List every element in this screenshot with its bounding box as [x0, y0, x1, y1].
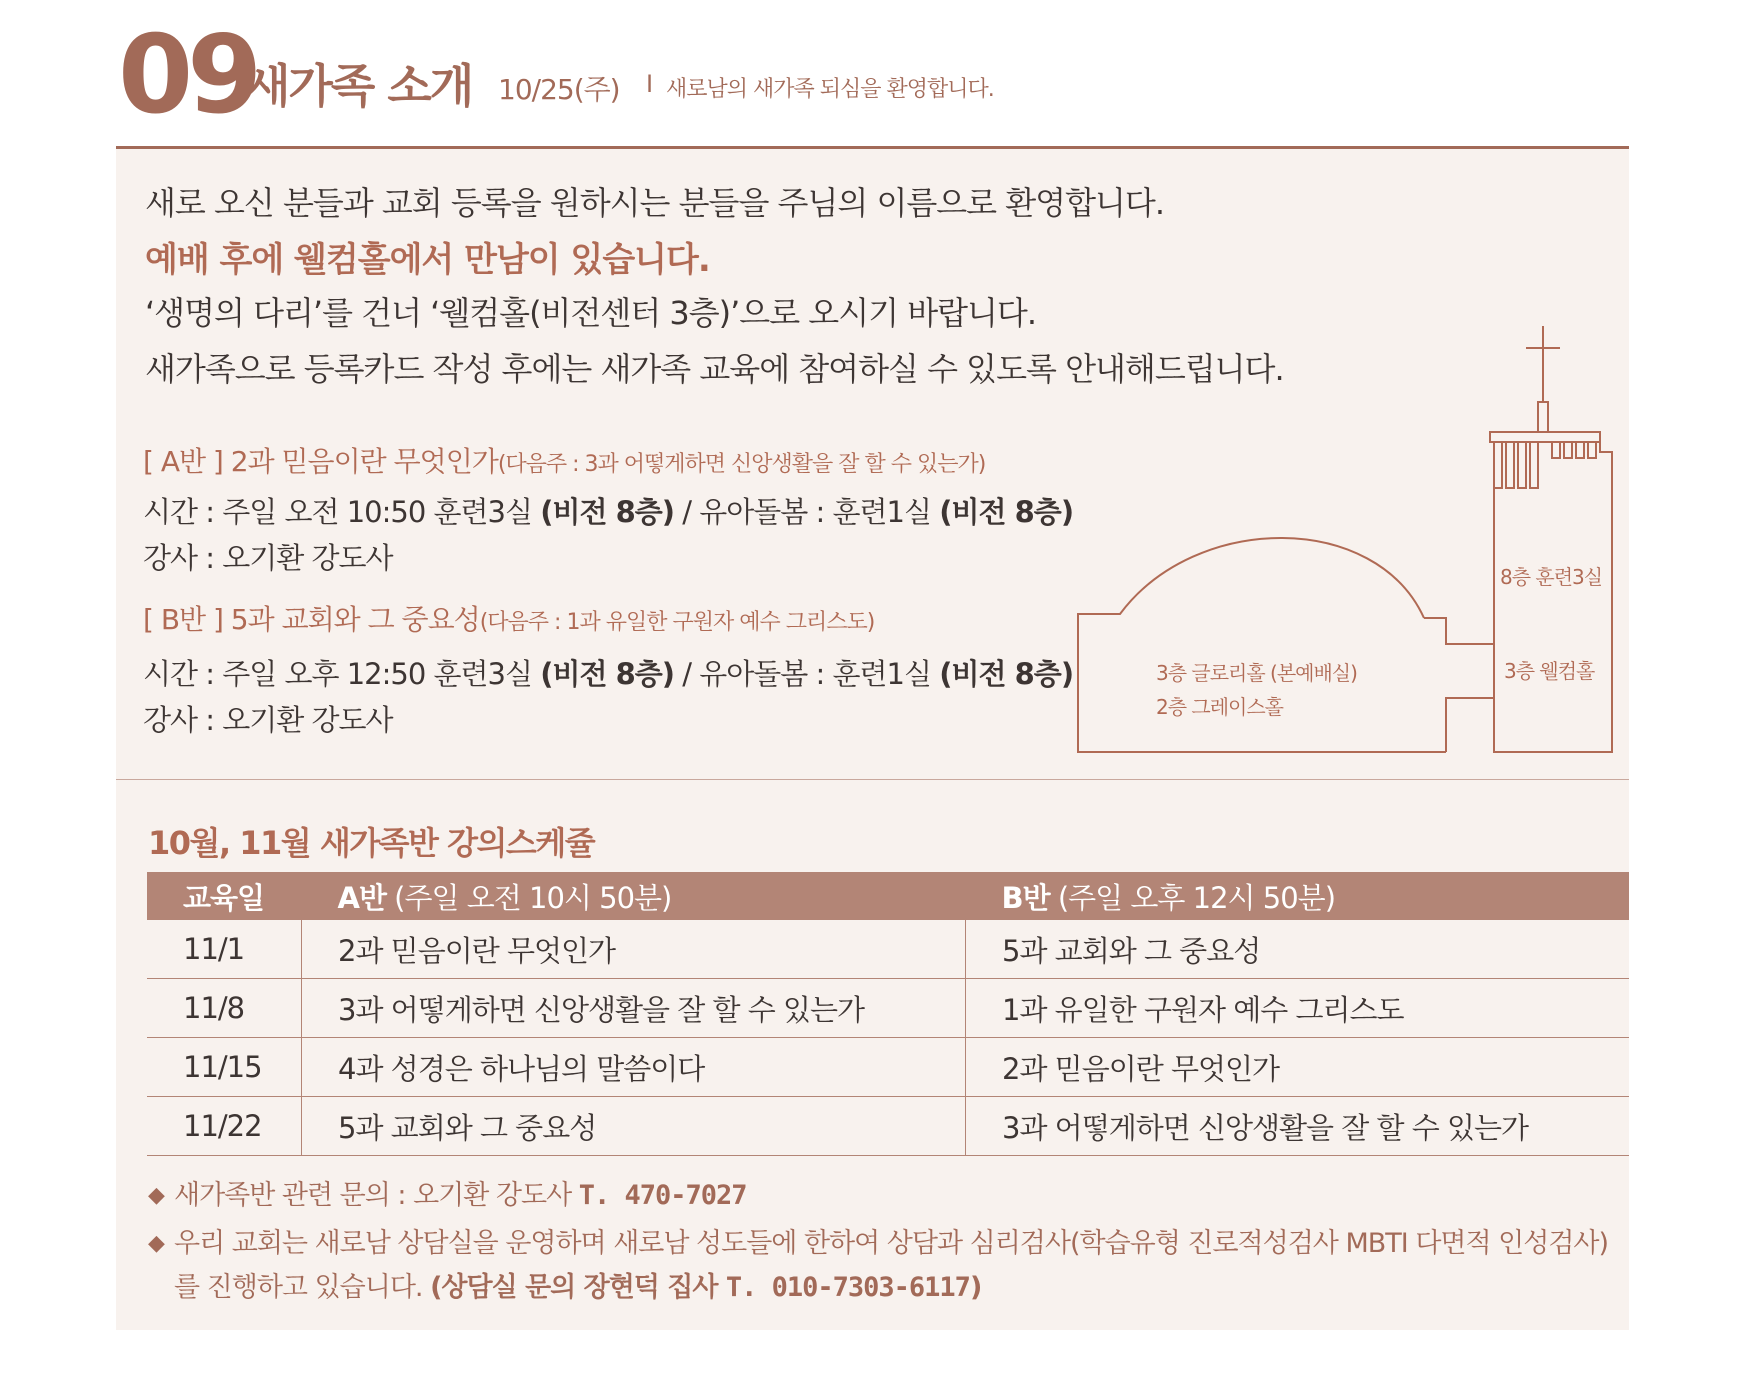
section-date: 10/25(주) [498, 73, 620, 106]
header-class-b [966, 872, 1630, 920]
class-a-title-text: [ A반 ] 2과 믿음이란 무엇인가 [143, 445, 498, 478]
class-a-care-text: / 유아돌봄 : 훈련1실 [674, 495, 940, 529]
cell-class-a: 4과 성경은 하나님의 말씀이다 [302, 1038, 966, 1097]
class-a-teacher: 강사 : 오기환 강도사 [143, 541, 393, 575]
cell-date: 11/8 [147, 979, 302, 1038]
connector-upper [1424, 618, 1494, 644]
class-a-time [143, 490, 1073, 531]
cell-class-b: 2과 믿음이란 무엇인가 [966, 1038, 1630, 1097]
class-a-time-text: 시간 : 주일 오전 10:50 훈련3실 [143, 495, 541, 529]
tower-cap [1490, 432, 1600, 442]
diamond-bullet-icon: ◆ [148, 1183, 164, 1208]
cell-date: 11/1 [147, 920, 302, 979]
table-row [147, 979, 1629, 1038]
class-b-title [143, 598, 874, 638]
section-subtitle: 새로남의 새가족 되심을 환영합니다. [666, 77, 994, 102]
diamond-bullet-icon: ◆ [148, 1231, 164, 1256]
cell-class-a: 2과 믿음이란 무엇인가 [302, 920, 966, 979]
note-contact-phone: T. 470-7027 [578, 1180, 747, 1211]
header-class-a-bold: A반 [337, 880, 386, 915]
notes [148, 1174, 1618, 1310]
class-a-care-location: (비전 8층) [939, 495, 1074, 529]
header-class-a [302, 872, 966, 920]
header-date-text: 교육일 [183, 880, 265, 915]
label-2f-grace: 2층 그레이스홀 [1156, 695, 1284, 719]
cell-class-a: 5과 교회와 그 중요성 [302, 1097, 966, 1156]
header-separator: I [646, 70, 654, 98]
class-b-care-text: / 유아돌봄 : 훈련1실 [674, 657, 940, 691]
main-hall [1078, 538, 1446, 752]
note-counseling-close: ) [969, 1272, 982, 1303]
class-b-time-location: (비전 8층) [540, 657, 675, 691]
schedule-title: 10월, 11월 새가족반 강의스케쥴 [148, 824, 595, 862]
label-8f: 8층 훈련3실 [1500, 565, 1603, 589]
schedule-header-row [147, 872, 1629, 920]
class-a-title [143, 440, 985, 480]
note-counseling-text: 우리 교회는 새로남 상담실을 운영하며 새로남 성도들에 한하여 상담과 심리검사(학습유형 진로적성검사 MBTI 다면적 인성검사)를 진행하고 있습니다. [174, 1228, 1609, 1303]
note-counseling-contact: (상담실 문의 장현덕 집사 [430, 1272, 726, 1303]
note-contact [148, 1174, 1618, 1218]
class-b-title-text: [ B반 ] 5과 교회와 그 중요성 [143, 603, 480, 636]
cell-class-a: 3과 어떻게하면 신앙생활을 잘 할 수 있는가 [302, 979, 966, 1038]
cell-date: 11/22 [147, 1097, 302, 1156]
header-date [147, 872, 302, 920]
section-title: 새가족 소개 [246, 59, 473, 113]
note-counseling-phone: T. 010-7303-6117 [725, 1272, 970, 1303]
header-class-b-time: (주일 오후 12시 50분) [1049, 880, 1336, 915]
note-counseling [148, 1222, 1618, 1310]
class-a-next: (다음주 : 3과 어떻게하면 신앙생활을 잘 할 수 있는가) [497, 452, 986, 477]
note-contact-text: 새가족반 관련 문의 : 오기환 강도사 [174, 1180, 579, 1211]
class-b-next: (다음주 : 1과 유일한 구원자 예수 그리스도) [479, 610, 875, 635]
building-diagram [1076, 322, 1616, 762]
section-divider [116, 779, 1629, 780]
cell-class-b: 3과 어떻게하면 신앙생활을 잘 할 수 있는가 [966, 1097, 1630, 1156]
tower-columns [1494, 442, 1596, 488]
table-row [147, 920, 1629, 979]
cell-class-b: 5과 교회와 그 중요성 [966, 920, 1630, 979]
cell-class-b: 1과 유일한 구원자 예수 그리스도 [966, 979, 1630, 1038]
page-header [118, 13, 1628, 140]
class-b-teacher: 강사 : 오기환 강도사 [143, 703, 393, 737]
cell-date: 11/15 [147, 1038, 302, 1097]
class-b-care-location: (비전 8층) [939, 657, 1074, 691]
intro-line-1: 새로 오신 분들과 교회 등록을 원하시는 분들을 주님의 이름으로 환영합니다. [145, 184, 1164, 222]
class-b-time [143, 652, 1073, 693]
intro-line-3: ‘생명의 다리’를 건너 ‘웰컴홀(비전센터 3층)’으로 오시기 바랍니다. [145, 294, 1037, 332]
intro-line-4: 새가족으로 등록카드 작성 후에는 새가족 교육에 참여하실 수 있도록 안내해드립니다. [145, 350, 1284, 388]
label-3f-glory: 3층 글로리홀 (본예배실) [1156, 661, 1357, 685]
header-class-b-bold: B반 [1001, 880, 1050, 915]
connector-lower [1446, 698, 1494, 752]
table-row [147, 1038, 1629, 1097]
intro-highlight: 예배 후에 웰컴홀에서 만남이 있습니다. [145, 240, 710, 280]
table-row [147, 1097, 1629, 1156]
schedule-table [147, 872, 1629, 1156]
label-3f-welcome: 3층 웰컴홀 [1504, 659, 1595, 683]
class-a-time-location: (비전 8층) [540, 495, 675, 529]
header-class-a-time: (주일 오전 10시 50분) [385, 880, 672, 915]
class-b-time-text: 시간 : 주일 오후 12:50 훈련3실 [143, 657, 541, 691]
section-number: 09 [118, 13, 257, 138]
tower-spire [1538, 402, 1548, 432]
